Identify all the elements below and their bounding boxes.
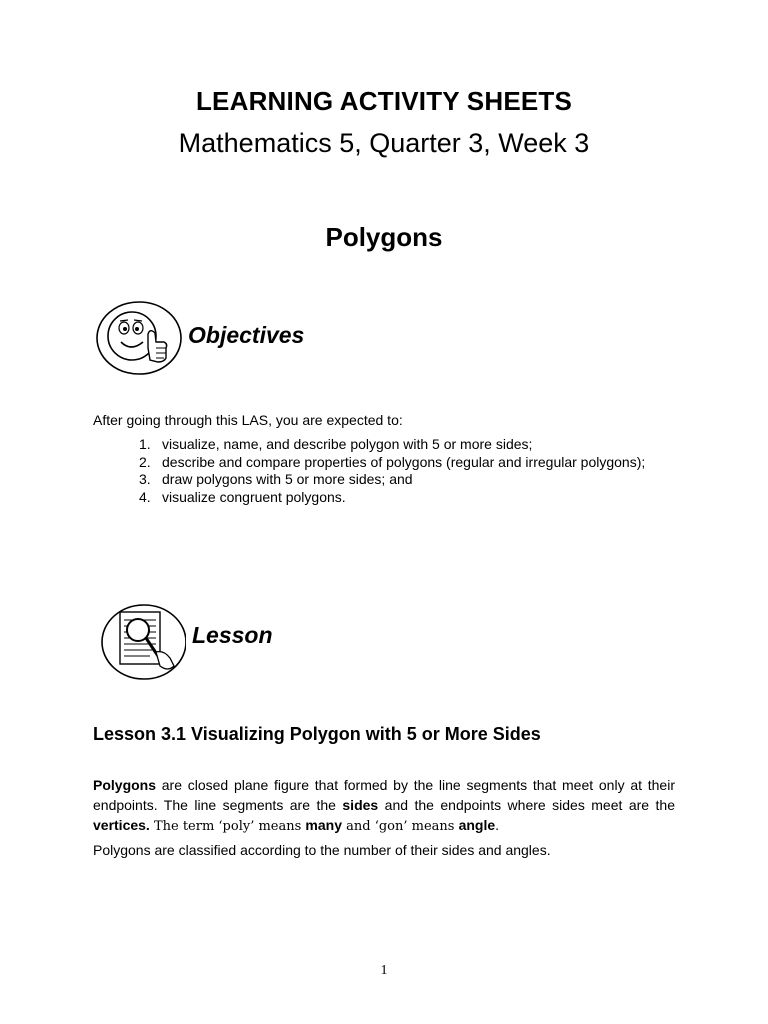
list-item: 3. draw polygons with 5 or more sides; and (139, 471, 413, 487)
document-subtitle: Mathematics 5, Quarter 3, Week 3 (178, 128, 590, 158)
objectives-list (139, 436, 645, 506)
list-item: 4. visualize congruent polygons. (139, 488, 346, 505)
list-item: 2. describe and compare properties of polygons (regular and irregular polygons); (139, 453, 646, 470)
lesson-heading: Lesson (192, 622, 273, 648)
page-number: 1 (380, 963, 388, 978)
lesson-paragraph-classification: Polygons are classified according to the number of their sides and angles. (93, 842, 551, 858)
list-item: 1. visualize, name, and describe polygon with 5 or more sides; (139, 436, 533, 452)
topic-title: Polygons (325, 222, 443, 252)
objectives-heading: Objectives (188, 322, 305, 348)
lesson-paragraph-definition: Polygons are closed plane figure that formed by the line segments that meet only at their endpoints. The line segments are the sides and the endpoints where sides meet are the vertices. The term ‘poly’ means many and ‘gon’ means angle. (93, 777, 675, 834)
lesson-title: Lesson 3.1 Visualizing Polygon with 5 or More Sides (93, 724, 541, 744)
document-title: LEARNING ACTIVITY SHEETS (195, 86, 573, 116)
objectives-intro: After going through this LAS, you are expected to: (93, 412, 403, 428)
magnifying-glass-document-icon (94, 602, 184, 682)
thumbs-up-smiley-icon (94, 298, 184, 378)
